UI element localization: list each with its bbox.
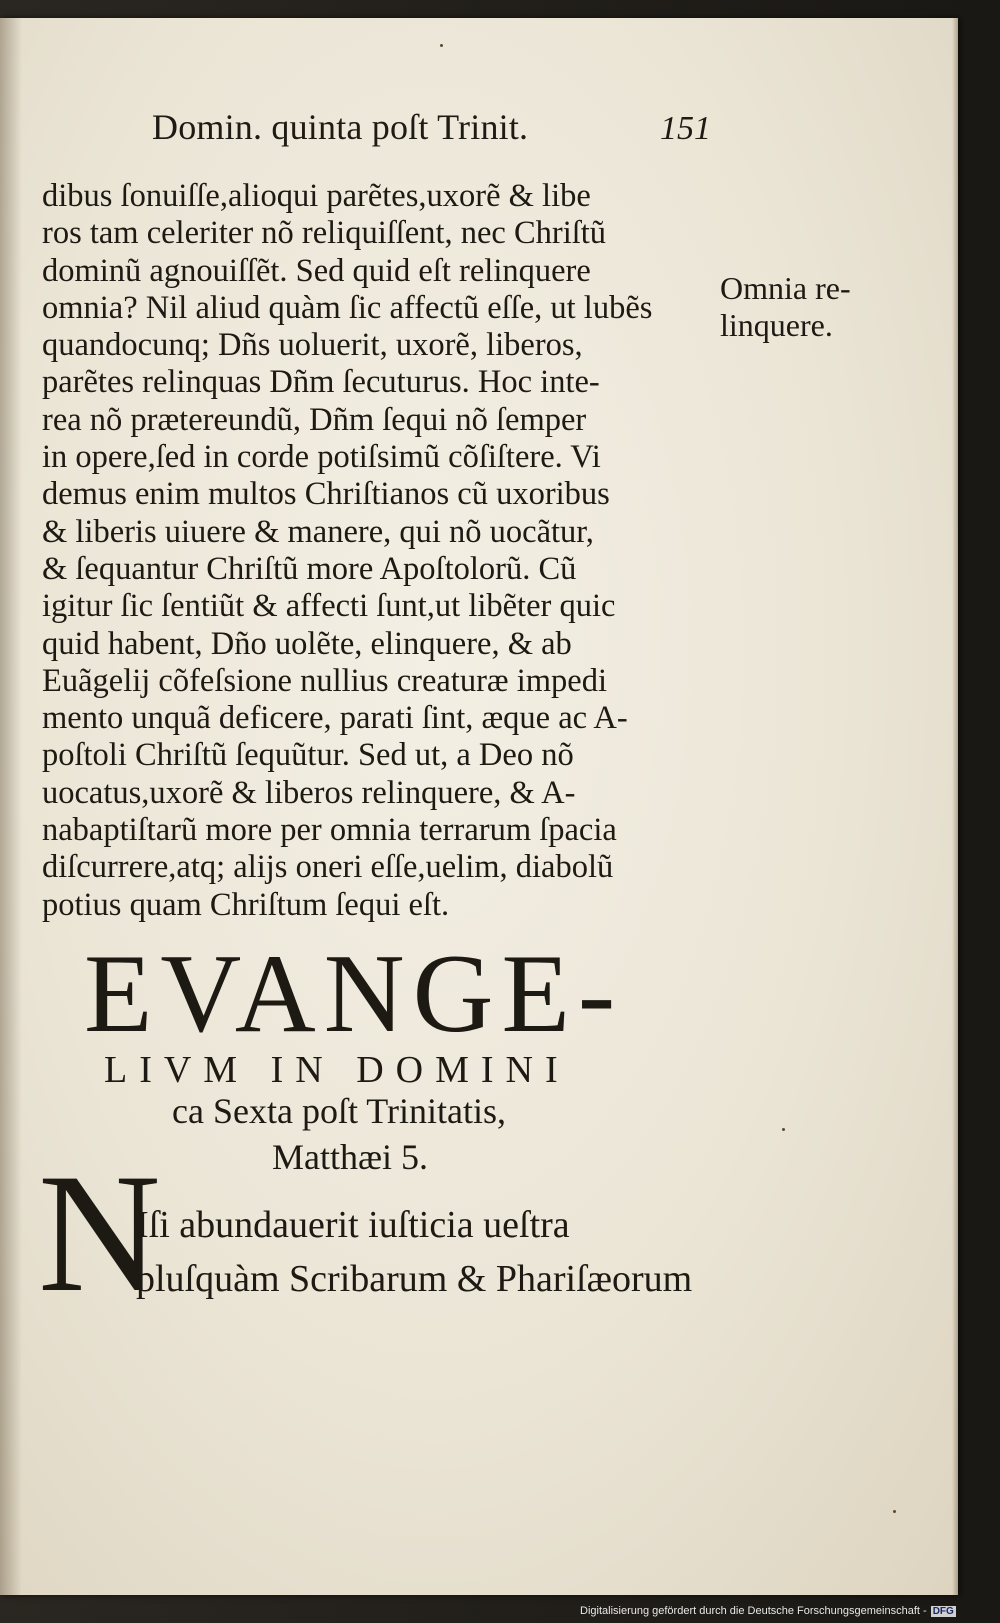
page-edge: [952, 18, 958, 1595]
digitization-credit: [580, 1605, 956, 1617]
text-line: omnia? Nil aliud quàm ſic affectũ eſſe, ut lubẽs: [42, 289, 653, 326]
text-line: potius quam Chriſtum ſequi eſt.: [42, 886, 450, 923]
spine-shadow: [0, 18, 22, 1595]
marginal-line: Omnia re-: [720, 270, 851, 306]
marginal-note: [720, 270, 851, 344]
section-heading-line2: LIVM IN DOMINI: [104, 1049, 570, 1091]
section-heading-line4: Matthæi 5.: [272, 1137, 429, 1177]
credit-text: Digitalisierung gefördert durch die Deutsche Forschungsgemeinschaft -: [580, 1605, 927, 1617]
paper-speck: [440, 44, 443, 47]
paper-speck: [782, 1128, 785, 1131]
body-text: [42, 178, 702, 924]
text-line: dibus ſonuiſſe,alioqui parẽtes,uxorẽ & libe: [42, 178, 591, 214]
section-heading-title: EVANGE-: [84, 932, 624, 1056]
dfg-logo: DFG: [932, 1606, 954, 1617]
folio-number: 151: [660, 110, 711, 147]
text-line: uocatus,uxorẽ & liberos relinquere, & A-: [42, 774, 576, 811]
text-line: igitur ſic ſentiũt & affecti ſunt,ut libẽter quic: [42, 588, 616, 625]
text-line: Euãgelij cõfeſsione nullius creaturæ impedi: [42, 662, 607, 699]
text-line: poſtoli Chriſtũ ſequũtur. Sed ut, a Deo nõ: [42, 737, 574, 774]
text-line: Iſi abundauerit iuſticia ueſtra: [136, 1204, 570, 1246]
text-line: mento unquã deficere, parati ſint, æque ac A-: [42, 700, 628, 737]
text-line: quandocunq; Dñs uoluerit, uxorẽ, liberos,: [42, 327, 583, 364]
text-line: & ſequantur Chriſtũ more Apoſtolorũ. Cũ: [42, 550, 577, 587]
book-page: [0, 18, 958, 1595]
text-line: ros tam celeriter nõ reliquiſſent, nec Chriſtũ: [42, 215, 607, 252]
text-line: demus enim multos Chriſtianos cũ uxoribus: [42, 476, 610, 513]
gospel-text: [136, 1198, 692, 1306]
section-heading-line3: ca Sexta poſt Trinitatis,: [172, 1091, 507, 1131]
drop-cap-initial: N: [38, 1139, 161, 1327]
text-line: rea nõ prætereundũ, Dñm ſequi nõ ſemper: [42, 401, 587, 438]
paper-speck: [893, 1510, 896, 1513]
text-line: parẽtes relinquas Dñm ſecuturus. Hoc inte-: [42, 364, 600, 401]
text-line: & liberis uiuere & manere, qui nõ uocãtur,: [42, 513, 594, 550]
text-line: nabaptiſtarũ more per omnia terrarum ſpacia: [42, 812, 617, 849]
text-line: quid habent, Dño uolẽte, elinquere, & ab: [42, 625, 572, 662]
running-header: Domin. quinta poſt Trinit.: [152, 107, 529, 147]
marginal-line: linquere.: [720, 307, 833, 343]
text-line: diſcurrere,atq; alijs oneri eſſe,uelim, diabolũ: [42, 849, 614, 886]
text-line: pluſquàm Scribarum & Phariſæorum: [136, 1258, 693, 1300]
text-line: in opere,ſed in corde potiſsimũ cõſiſtere. Vi: [42, 439, 601, 476]
text-line: dominũ agnouiſſẽt. Sed quid eſt relinquere: [42, 252, 591, 289]
